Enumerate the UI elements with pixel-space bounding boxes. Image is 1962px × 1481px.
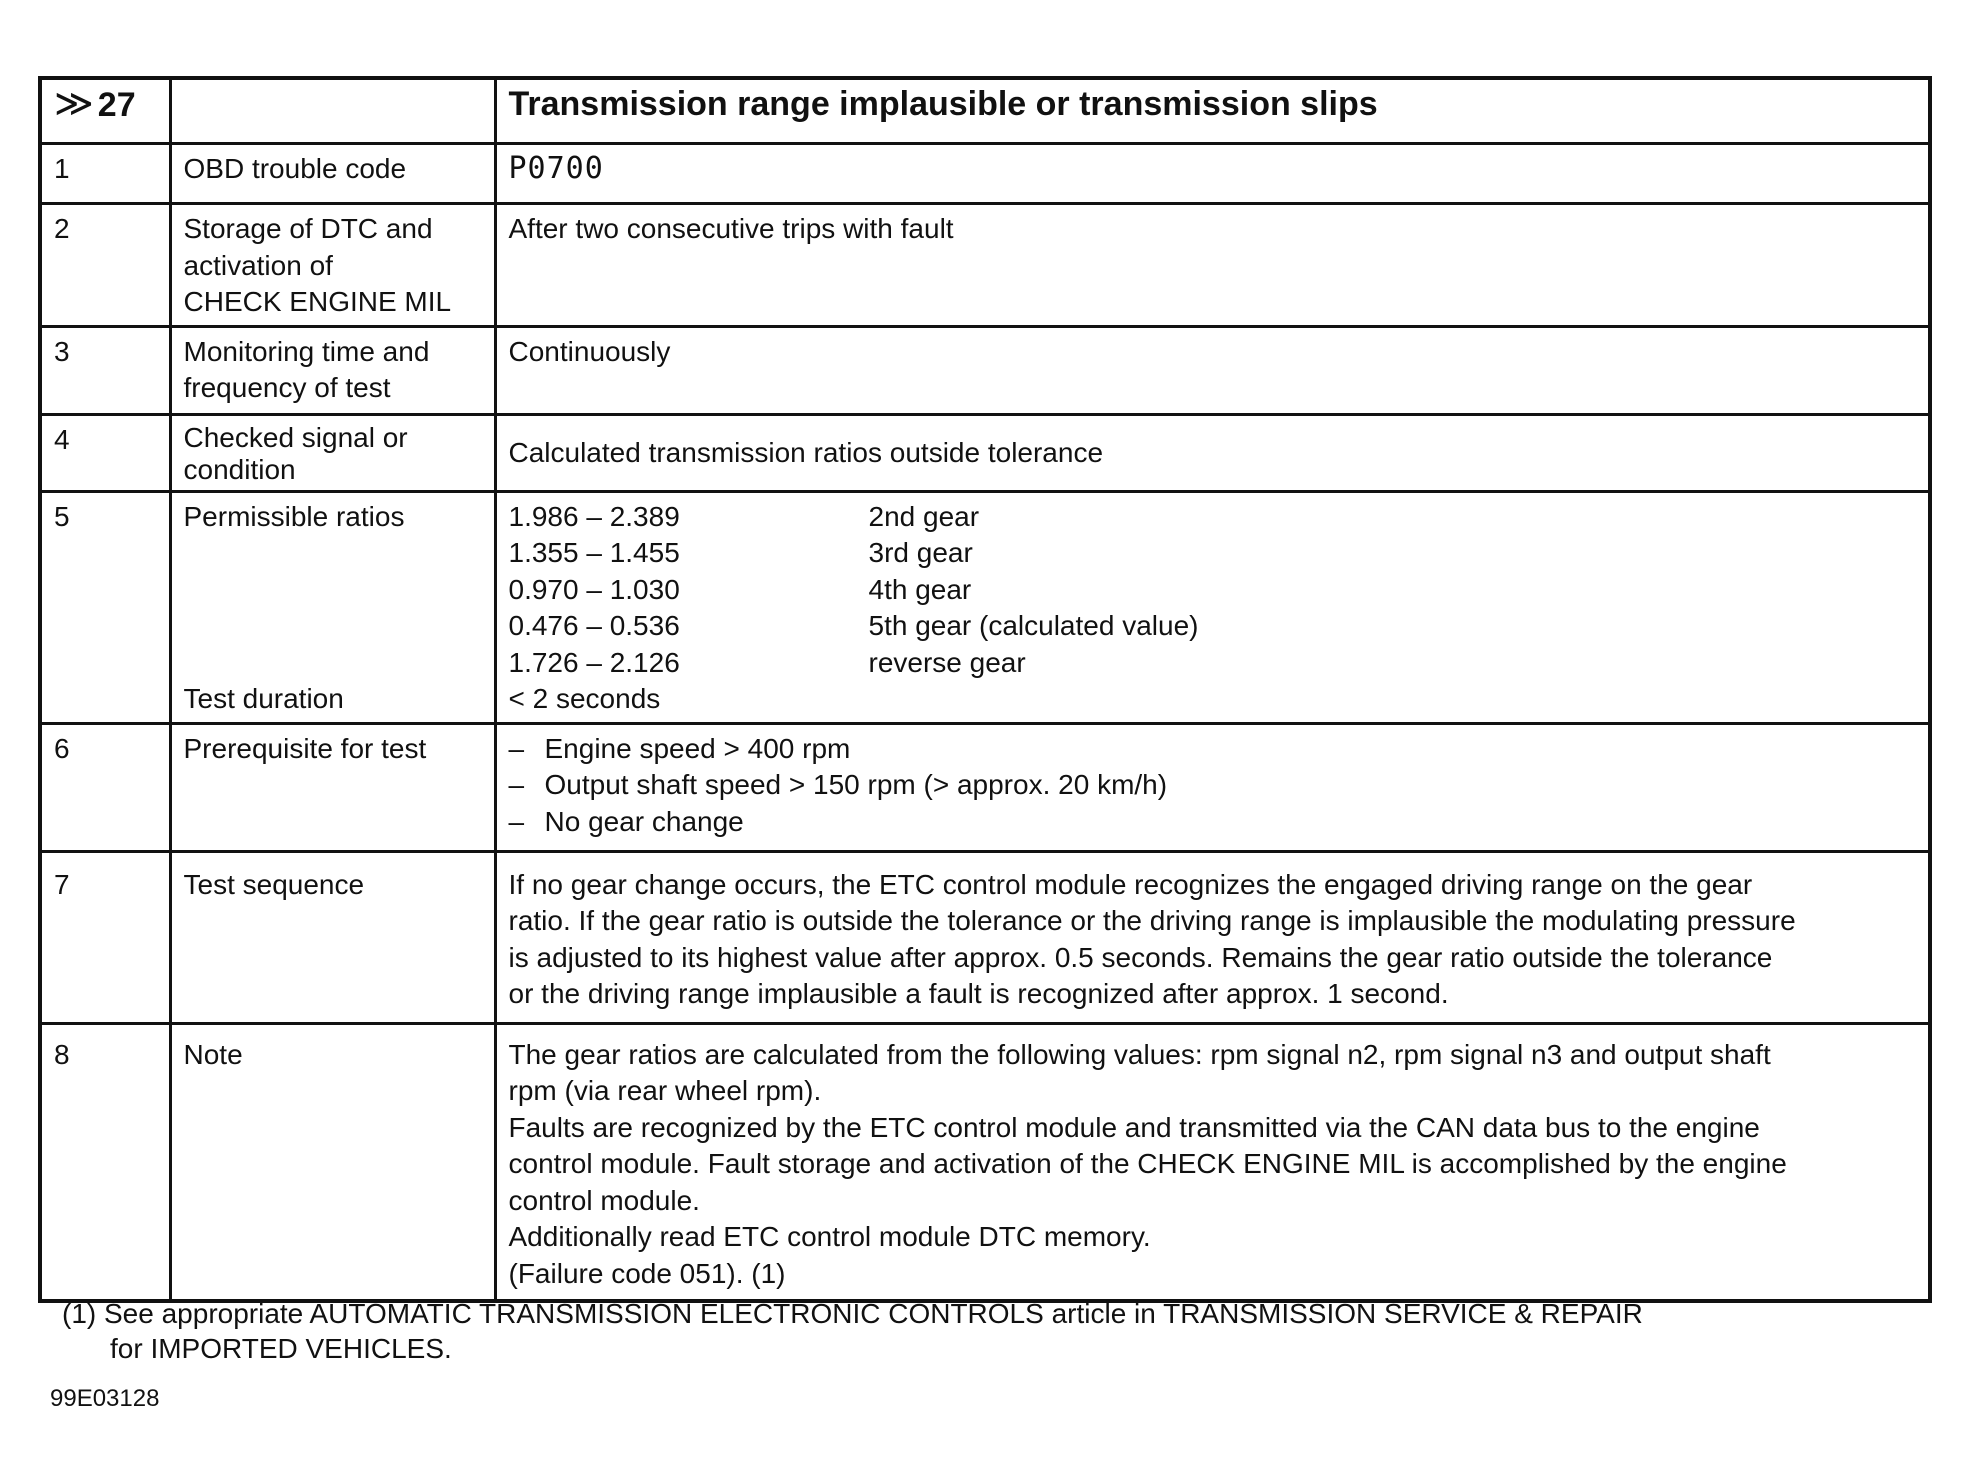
table-row [40,851,1930,1023]
ratio-gear: 3rd gear [868,537,973,568]
row-label-line: Checked signal or [183,421,408,453]
ratio-item [509,535,1917,572]
row-label [170,491,495,723]
row-value: Calculated transmission ratios outside tolerance [495,414,1930,491]
paragraph-line: ratio. If the gear ratio is outside the tolerance or the driving range is implausible the modulating pressure [508,905,1796,936]
table-row [40,144,1930,204]
row-label-line: Monitoring time and [183,335,430,367]
ratio-range: 1.986 – 2.389 [508,500,680,532]
obd-trouble-code: P0700 [508,151,604,186]
row-number: 8 [40,1023,170,1301]
list-item [509,767,1917,804]
header-row [40,78,1930,144]
list-item-text: Output shaft speed > 150 rpm (> approx. 20 km/h) [544,769,1168,800]
row-label [170,204,495,327]
row-number: 7 [40,851,170,1023]
dash-bullet-icon: – [508,769,525,800]
footnote-line: for IMPORTED VEHICLES. [110,1333,452,1364]
row-label-line: frequency of test [183,372,391,403]
ratio-range: 1.355 – 1.455 [508,537,680,568]
paragraph-line: or the driving range implausible a fault is recognized after approx. 1 second. [508,978,1449,1009]
table-row [40,204,1930,327]
ratio-item [509,572,1917,609]
page-title: Transmission range implausible or transmission slips [508,85,1378,123]
table-row [40,1023,1930,1301]
permissible-ratios-label: Permissible ratios [183,500,405,532]
table-row [40,723,1930,851]
row-label: Note [170,1023,495,1301]
paragraph-line: is adjusted to its highest value after approx. 0.5 seconds. Remains the gear ratio outside the tolerance [508,941,1773,973]
row-label-line: condition [183,453,296,485]
footnote [62,1296,1762,1366]
paragraph-line: control module. Fault storage and activation of the CHECK ENGINE MIL is accomplished by the engine [508,1148,1787,1179]
row-number: 1 [40,144,170,204]
ratios-cell [495,491,1930,723]
row-number: 3 [40,326,170,414]
ratio-gear: 5th gear (calculated value) [868,610,1199,641]
row-value [495,851,1930,1023]
double-chevron-right-icon: ≫ [54,83,94,125]
row-number: 2 [40,204,170,327]
dtc-table [38,76,1932,1303]
table-row [40,326,1930,414]
header-number: 27 [97,86,136,124]
list-item [509,731,1917,768]
row-label-line: activation of [183,249,333,281]
table-row [40,414,1930,491]
ratio-gear: 4th gear [868,573,972,605]
ratio-range: 1.726 – 2.126 [508,646,680,678]
list-item [509,804,1917,841]
header-title-cell [495,78,1930,144]
ratio-range: 0.476 – 0.536 [508,610,680,641]
paragraph-line: (Failure code 051). (1) [508,1257,786,1289]
row-label [170,326,495,414]
row-label-line: CHECK ENGINE MIL [183,286,452,317]
row-value [495,1023,1930,1301]
paragraph-line: control module. [508,1184,700,1216]
row-number: 6 [40,723,170,851]
paragraph-line: The gear ratios are calculated from the following values: rpm signal n2, rpm signal n3 and output shaft [508,1038,1771,1070]
ratio-gear: reverse gear [868,646,1026,678]
row-number: 5 [40,491,170,723]
ratio-item [509,645,1917,682]
header-number-cell [40,78,170,144]
paragraph-line: If no gear change occurs, the ETC control module recognizes the engaged driving range on the gear [508,868,1753,900]
ratio-item [509,608,1917,645]
figure-id: 99E03128 [50,1385,160,1412]
row-label: OBD trouble code [170,144,495,204]
row-label: Test sequence [170,851,495,1023]
table-row [40,491,1930,723]
paragraph-line: Additionally read ETC control module DTC memory. [508,1221,1151,1252]
list-item-text: Engine speed > 400 rpm [544,732,851,764]
dash-bullet-icon: – [508,732,525,764]
row-label-line: Storage of DTC and [183,213,433,244]
footnote-line: (1) See appropriate AUTOMATIC TRANSMISSION ELECTRONIC CONTROLS article in TRANSMISSION SERVICE & REPAIR [62,1298,1643,1329]
dtc-sheet [38,76,1932,1303]
paragraph-line: rpm (via rear wheel rpm). [508,1075,822,1106]
row-number: 4 [40,414,170,491]
row-value: After two consecutive trips with fault [495,204,1930,327]
row-value [495,144,1930,204]
dash-bullet-icon: – [508,805,525,837]
ratio-range: 0.970 – 1.030 [508,573,680,605]
test-duration-value: < 2 seconds [508,683,661,714]
list-item-text: No gear change [544,805,744,837]
row-label: Prerequisite for test [170,723,495,851]
row-value: Continuously [495,326,1930,414]
row-value [495,723,1930,851]
header-empty-cell [170,78,495,144]
ratio-item [509,499,1917,536]
row-label [170,414,495,491]
ratio-gear: 2nd gear [868,500,980,532]
paragraph-line: Faults are recognized by the ETC control module and transmitted via the CAN data bus to the engine [508,1111,1760,1143]
test-duration-label: Test duration [183,683,344,714]
